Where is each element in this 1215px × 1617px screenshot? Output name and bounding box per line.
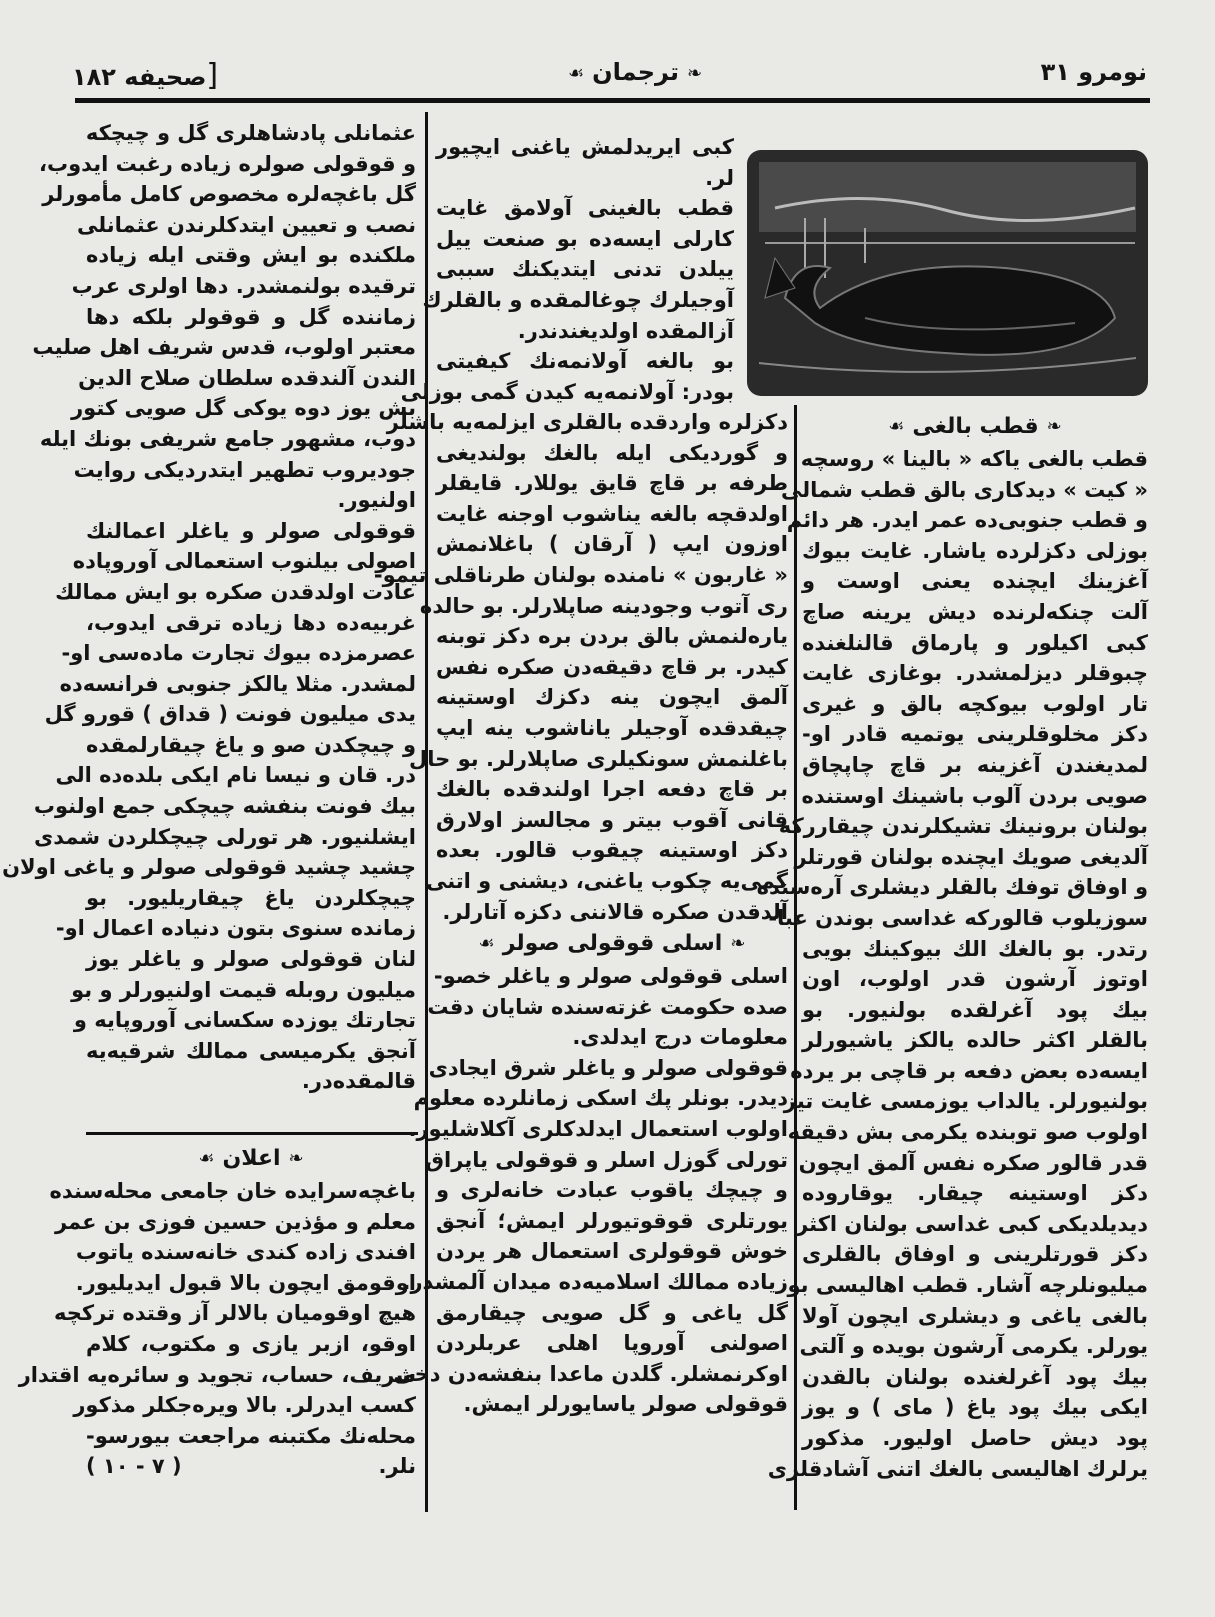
text-line: پود دیش حاصل اولیور. مذکور bbox=[802, 1426, 1148, 1450]
text-line: قوقولی صولر و یاغلر شرق ایجادی bbox=[428, 1055, 788, 1080]
text-line: آلت چنکه‌لرنده دیش یرینه صاچ bbox=[802, 599, 1148, 624]
text-line: عصرمزده بیوك تجارت ماده‌سی او- bbox=[61, 641, 416, 666]
right-column bbox=[756, 410, 1148, 1484]
text-line: نصب و تعیین ایتدکلرندن عثمانلی bbox=[76, 212, 416, 237]
text-line: زیاده ممالك اسلامیه‌ده میدان آلمشدر. bbox=[402, 1270, 788, 1295]
text-line: لمدیغندن آغزینه بر قاچ چاپچاق bbox=[802, 752, 1148, 777]
text-line: بیك فونت بنفشه چیچکی جمع اولنوب bbox=[33, 794, 416, 819]
text-line: و گوردیکی ایله بالغك بولندیغی bbox=[436, 440, 788, 465]
text-line: دکزلره واردقده بالقلری ایزلمه‌یه باشلر bbox=[386, 410, 788, 434]
text-line: یورتلری قوقوتیورلر ایمش؛ آنجق bbox=[436, 1208, 788, 1233]
text-line: سوزیلوب قالورکه غداسی بوندن عبا- bbox=[768, 905, 1148, 930]
text-line: تجارتك یوزده سکسانی آوروپایه و bbox=[73, 1008, 416, 1033]
middle-column-top bbox=[400, 132, 734, 407]
text-line: لنان قوقولی صولر و یاغلر یوز bbox=[86, 947, 416, 972]
text-line: بالغی یاغی و دیشلری ایچون آولا bbox=[802, 1303, 1148, 1328]
text-line: هیچ اوقومیان بالالر آز وقتده ترکچه bbox=[54, 1301, 416, 1326]
text-line: ایسه‌ده بعض دفعه بر قاچی بر یرده bbox=[790, 1058, 1148, 1083]
text-line: لر. bbox=[705, 165, 734, 190]
text-line: بیك پود آغرلقده بولنیور. بو bbox=[802, 997, 1148, 1022]
text-line: لمشدر. مثلا یالکز جنوبی فرانسه‌ده bbox=[59, 671, 416, 696]
text-line: رتدر. بو بالغك الك بیوکینك بویی bbox=[802, 936, 1148, 961]
ornament-icon: ❧ bbox=[288, 1148, 304, 1169]
text-line: اوقو، ازبر یازی و مکتوب، کلام bbox=[86, 1331, 416, 1356]
text-line: آوجیلرك چوغالمقده و بالقلرك bbox=[422, 287, 734, 312]
text-line: بوزلی دکزلرده یاشار. غایت بیوك bbox=[802, 538, 1148, 563]
text-line: آلمق ایچون ینه دکزك اوستینه bbox=[436, 685, 788, 710]
text-line: دوب، مشهور جامع شریفی بونك ایله bbox=[39, 426, 416, 451]
text-line: و چیچکدن صو و یاغ چیقارلمقده bbox=[86, 732, 416, 757]
text-line: آغزینك ایچنده یعنی اوست و bbox=[802, 569, 1148, 594]
text-line: و چیچك یاقوب عبادت خانه‌لری و bbox=[436, 1178, 788, 1203]
text-line: اولوب استعمال ایدلدکلری آکلاشلیور. bbox=[408, 1117, 788, 1142]
announcement-title: اعلان bbox=[222, 1146, 281, 1171]
text-line: چبوقلر دیزلمشدر. بوغازی غایت bbox=[802, 661, 1148, 686]
left-column bbox=[2, 118, 416, 1097]
text-line: اسلی قوقولی صولر و یاغلر خصو- bbox=[433, 964, 788, 989]
text-line: ایکی بیك پود یاغ ( مای ) و یوز bbox=[802, 1395, 1148, 1420]
text-line: باغچه‌سرایده خان جامعی محله‌سنده bbox=[49, 1179, 416, 1203]
text-line: معتبر اولوب، قدس شریف اهل صلیب bbox=[32, 335, 416, 360]
text-line: نلر. bbox=[378, 1454, 416, 1479]
text-line: ملکنده بو ایش وقتی ایله زیاده bbox=[86, 243, 416, 268]
text-line: بودر: آولانمه‌یه کیدن گمی بوزلی bbox=[400, 379, 734, 404]
text-line: ایشلنیور. هر تورلی چیچکلردن شمدی bbox=[33, 824, 416, 849]
text-line: الندن آلندقده سلطان صلاح الدین bbox=[78, 365, 416, 390]
text-line: و قطب جنوبی‌ده عمر ایدر. هر دائم bbox=[786, 508, 1148, 533]
text-line: تار اولوب بیوکچه بالق و غیری bbox=[802, 691, 1148, 716]
text-line: کیدر. بر قاچ دقیقه‌دن صکره نفس bbox=[436, 654, 788, 679]
text-line: در. قان و نیسا نام ایکی بلده‌ده الی bbox=[55, 763, 416, 788]
text-line: اوزون ایپ ( آرقان ) باغلانمش bbox=[436, 532, 788, 557]
text-line: بولنیورلر. یالداب یوزمسی غایت تیز bbox=[783, 1089, 1148, 1114]
header-rule bbox=[75, 98, 1150, 103]
page-number bbox=[72, 58, 224, 93]
text-line: تورلی گوزل اسلر و قوقولی یاپراق bbox=[425, 1147, 788, 1172]
text-line: باغلنمش سونکیلری صاپلارلر. بو حال bbox=[409, 746, 788, 771]
ornament-icon: ☙ bbox=[888, 416, 905, 437]
section-title: اسلی قوقولی صولر bbox=[502, 931, 723, 957]
whale-engraving-image bbox=[745, 148, 1150, 398]
column-divider bbox=[794, 405, 797, 1510]
section-heading bbox=[436, 927, 788, 961]
text-line: اوقومق ایچون بالا قبول ایدیلیور. bbox=[75, 1270, 416, 1295]
ornament-icon: ❧ bbox=[686, 62, 703, 84]
text-line: گل یاغی و گل صویی چیقارمق bbox=[436, 1300, 788, 1325]
text-line: بر قاچ دفعه اجرا اولندقده بالغك bbox=[436, 777, 788, 802]
text-line: « کیت » دیدکاری بالق قطب شمالی bbox=[780, 477, 1148, 502]
text-line: غربیه‌ده دها زیاده ترقی ایدوب، bbox=[86, 610, 416, 635]
text-line: دکز قورتلرینی و اوفاق بالقلری bbox=[802, 1242, 1148, 1267]
text-line: و اوفاق توفك بالقلر دیشلری آره‌سنده bbox=[756, 875, 1148, 900]
text-line: میلیون روبله قیمت اولنیورلر و بو bbox=[71, 977, 416, 1002]
text-line: بالقلر اکثر حالده یالکز یاشیورلر bbox=[802, 1028, 1148, 1053]
text-line: شریف، حساب، تجوید و سائره‌یه اقتدار bbox=[18, 1362, 416, 1387]
ornament-icon: ❧ bbox=[1046, 416, 1062, 437]
text-line: جودیروب تطهیر ایتدردیکی روایت bbox=[73, 457, 416, 482]
text-line: و قوقولی صولره زیاده رغبت ایدوب، bbox=[39, 151, 416, 176]
text-line: بولنان برونینك تشیکلرندن چیقاررکه bbox=[778, 814, 1148, 839]
text-line: گمی‌یه چکوب یاغنی، دیشنی و اتنی bbox=[425, 868, 788, 893]
text-line: دیدیلدیکی کبی غداسی بولنان اکثر bbox=[796, 1211, 1148, 1236]
text-line: دکز اوستینه چیقار. یوقاروده bbox=[802, 1181, 1148, 1206]
text-line: اولوب صو توبنده یکرمی بش دقیقه bbox=[787, 1120, 1148, 1145]
text-line: اولدقچه بالغه یناشوب اوجنه غایت bbox=[436, 501, 788, 526]
text-line: کبی اکیلور و پارماق قالنلغنده bbox=[802, 630, 1148, 655]
article-title: قطب بالغی bbox=[912, 414, 1039, 439]
text-line: افندی زاده کندی خانه‌سنده یاتوب bbox=[75, 1240, 416, 1265]
text-line: یدی میلیون فونت ( قداق ) قورو گل bbox=[44, 702, 416, 727]
text-line: قانی آقوب بیتر و مجالسز اولارق bbox=[436, 807, 788, 832]
bracket-mark: [ bbox=[206, 58, 219, 93]
text-line: دکز مخلوقلرینی یوتمیه قادر او- bbox=[802, 722, 1148, 747]
text-line: صده حکومت غزته‌سنده شایان دقت bbox=[427, 994, 788, 1019]
text-line: اولنیور. bbox=[337, 488, 416, 513]
text-line: اصولنی آوروپا اهلی عربلردن bbox=[436, 1331, 788, 1356]
text-line: قدر قالور صکره نفس آلمق ایچون bbox=[798, 1150, 1148, 1175]
text-line: عثمانلی پادشاهلری گل و چیچکه bbox=[85, 121, 416, 145]
text-line: بش یوز دوه یوکی گل صویی کتور bbox=[71, 396, 416, 421]
ornament-icon: ☙ bbox=[198, 1148, 215, 1169]
text-line: محله‌نك مکتبنه مراجعت بیورسو- bbox=[86, 1423, 416, 1448]
text-line: معلومات درج ایدلدی. bbox=[572, 1025, 788, 1050]
text-line: یاره‌لنمش بالق بردن بره دکز توبنه bbox=[436, 624, 788, 649]
text-line: آنجق یکرمیسی ممالك شرقیه‌یه bbox=[86, 1038, 416, 1063]
text-line: گل باغچه‌لره مخصوص کامل مأمورلر bbox=[42, 182, 416, 207]
announcement-rule bbox=[86, 1132, 418, 1135]
text-line: اصولی بیلنوب استعمالی آوروپاده bbox=[72, 549, 416, 574]
text-line: خوش قوقولری استعمال هر یردن bbox=[436, 1239, 788, 1264]
issue-number: نومرو ۳۱ bbox=[1040, 58, 1147, 86]
text-line: طرفه بر قاچ قایق یوللار. قایقلر bbox=[436, 471, 788, 496]
text-line bbox=[86, 1451, 416, 1482]
text-line: صویی بردن آلوب باشینك اوستنده bbox=[801, 783, 1148, 808]
text-line: قطب بالغی یاکه « بالینا » روسچه bbox=[800, 447, 1148, 471]
article-heading bbox=[802, 410, 1148, 444]
page-label: صحیفه ۱۸۲ bbox=[72, 63, 207, 91]
text-line: چشید چشید قوقولی صولر و یاغی اولان bbox=[2, 855, 416, 880]
text-line: قوقولی صولر یاسایورلر ایمش. bbox=[463, 1392, 788, 1417]
announcement-number: ( ۷ - ۱۰ ) bbox=[86, 1454, 182, 1479]
text-line: زماننده گل و قوقولر بلکه دها bbox=[86, 304, 416, 329]
masthead bbox=[560, 58, 710, 86]
ornament-icon: ❧ bbox=[730, 933, 746, 955]
text-line: اوتوز آرشون قدر اولوب، اون bbox=[802, 967, 1148, 992]
text-line: چیچکلردن یاغ چیقاریلیور. بو bbox=[86, 885, 416, 910]
newspaper-title: ترجمان bbox=[592, 58, 679, 86]
text-line: کارلی ایسه‌ده بو صنعت ییل bbox=[436, 226, 734, 251]
text-line: زمانده سنوی بتون دنیاده اعمال او- bbox=[55, 916, 416, 941]
text-line: عادت اولدقدن صکره بو ایش ممالك bbox=[55, 579, 416, 604]
text-line: چیقدقده آوجیلر یاناشوب ینه ایپ bbox=[436, 715, 788, 740]
text-line: آزالمقده اولدیغندندر. bbox=[517, 318, 734, 343]
ornament-icon: ☙ bbox=[478, 933, 495, 955]
text-line: کسب ایدرلر. بالا ویره‌جکلر مذکور bbox=[73, 1393, 416, 1418]
announcement bbox=[18, 1142, 416, 1482]
text-line: میلیونلرچه آشار. قطب اهالیسی بو bbox=[787, 1273, 1148, 1298]
text-line: بیك پود آغرلغنده بولنان بالقدن bbox=[802, 1364, 1148, 1389]
text-line: ترقیده بولنمشدر. دها اولری عرب bbox=[71, 273, 416, 298]
ornament-icon: ☙ bbox=[568, 62, 585, 84]
text-line: قطب بالغینی آولامق غایت bbox=[436, 196, 734, 221]
text-line: دکز اوستینه چیقوب قالور. بعده bbox=[436, 838, 788, 863]
text-line: « غاربون » نامنده بولنان طرناقلی تیمو- bbox=[373, 562, 788, 587]
text-line: کبی ایریدلمش یاغنی ایچیور bbox=[436, 135, 734, 159]
text-line: قالمقده‌در. bbox=[301, 1069, 416, 1094]
announcement-heading bbox=[86, 1142, 416, 1176]
text-line: یرلرك اهالیسی بالغك اتنی آشادقلری bbox=[767, 1456, 1148, 1481]
text-line: آلدقدن صکره قالاننی دکزه آتارلر. bbox=[442, 899, 788, 924]
text-line: یورلر. یکرمی آرشون بویده و آلتی bbox=[799, 1334, 1148, 1359]
text-line: اوکرنمشلر. گلدن ماعدا بنفشه‌دن دخی bbox=[393, 1361, 788, 1386]
text-line: ری آتوب وجودینه صاپلارلر. بو حالده bbox=[419, 593, 788, 618]
text-line: بو بالغه آولانمه‌نك کیفیتی bbox=[436, 349, 734, 374]
text-line: دیدر. بونلر پك اسکی زمانلرده معلوم bbox=[413, 1086, 788, 1111]
column-divider bbox=[425, 112, 428, 1512]
text-line: معلم و مؤذین حسین فوزی بن عمر bbox=[54, 1209, 416, 1234]
text-line: ییلدن تدنی ایتدیکنك سببی bbox=[436, 257, 734, 282]
text-line: قوقولی صولر و یاغلر اعمالنك bbox=[86, 518, 416, 543]
text-line: آلدیغی صویك ایچنده بولنان قورتلر bbox=[794, 844, 1148, 869]
